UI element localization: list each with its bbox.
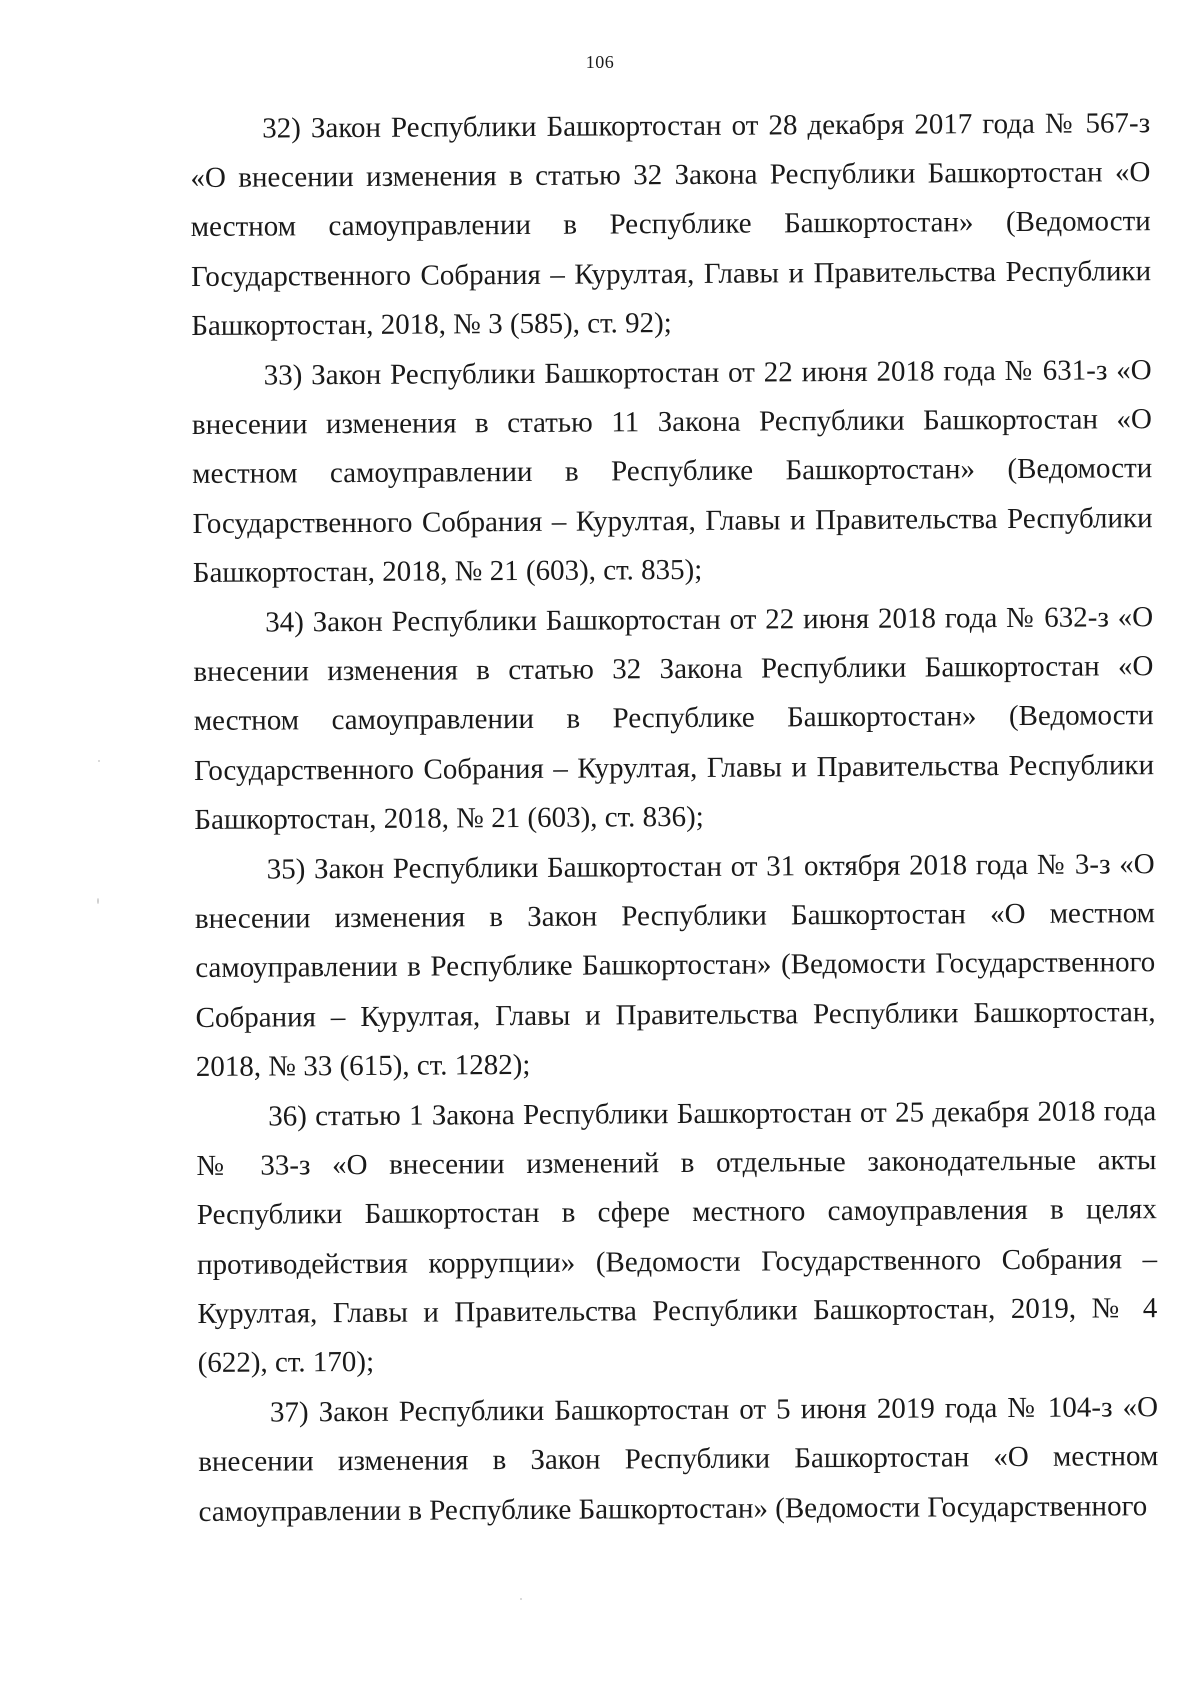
page-number: 106 [585, 52, 615, 72]
list-item-32: 32) Закон Республики Башкортостан от 28 декабря 2017 года № 567-з «О внесении изменения в статью 32 Закона Республики Башкортостан «О местном самоуправлении в Республике Башкортостан» (Ведомости Государственного Собрания – Курултая, Главы и Правительства Республики Башкортостан, 2018, № 3 (585), ст. 92); [190, 107, 1152, 342]
list-item-35: 35) Закон Республики Башкортостан от 31 октября 2018 года № 3-з «О внесении изменения в Закон Республики Башкортостан «О местном самоуправлении в Республике Башкортостан» (Ведомости Государственного Собрания – Курултая, Главы и Правительства Республики Башкортостан, 2018, № 33 (615), ст. 1282); [194, 848, 1156, 1083]
scan-speck [97, 898, 99, 904]
scan-speck [520, 1598, 522, 1600]
scan-speck [98, 760, 100, 762]
list-item-36: 36) статью 1 Закона Республики Башкортостан от 25 декабря 2018 года № 33-з «О внесении изменений в отдельные законодательные акты Республики Башкортостан в сфере местного самоуправления в целях противодействия коррупции» (Ведомости Государственного Собрания – Курултая, Главы и Правительства Республики Башкортостан, 2019, № 4 (622), ст. 170); [196, 1095, 1158, 1380]
document-body [190, 99, 1159, 1538]
list-item-34: 34) Закон Республики Башкортостан от 22 июня 2018 года № 632-з «О внесении изменения в статью 32 Закона Республики Башкортостан «О местном самоуправлении в Республике Башкортостан» (Ведомости Государственного Собрания – Курултая, Главы и Правительства Республики Башкортостан, 2018, № 21 (603), ст. 836); [193, 601, 1155, 836]
list-item-33: 33) Закон Республики Башкортостан от 22 июня 2018 года № 631-з «О внесении изменения в статью 11 Закона Республики Башкортостан «О местном самоуправлении в Республике Башкортостан» (Ведомости Государственного Собрания – Курултая, Главы и Правительства Республики Башкортостан, 2018, № 21 (603), ст. 835); [191, 354, 1153, 589]
list-item-37: 37) Закон Республики Башкортостан от 5 июня 2019 года № 104-з «О внесении изменения в Закон Республики Башкортостан «О местном самоуправлении в Республике Башкортостан» (Ведомости Государственного [198, 1391, 1159, 1528]
